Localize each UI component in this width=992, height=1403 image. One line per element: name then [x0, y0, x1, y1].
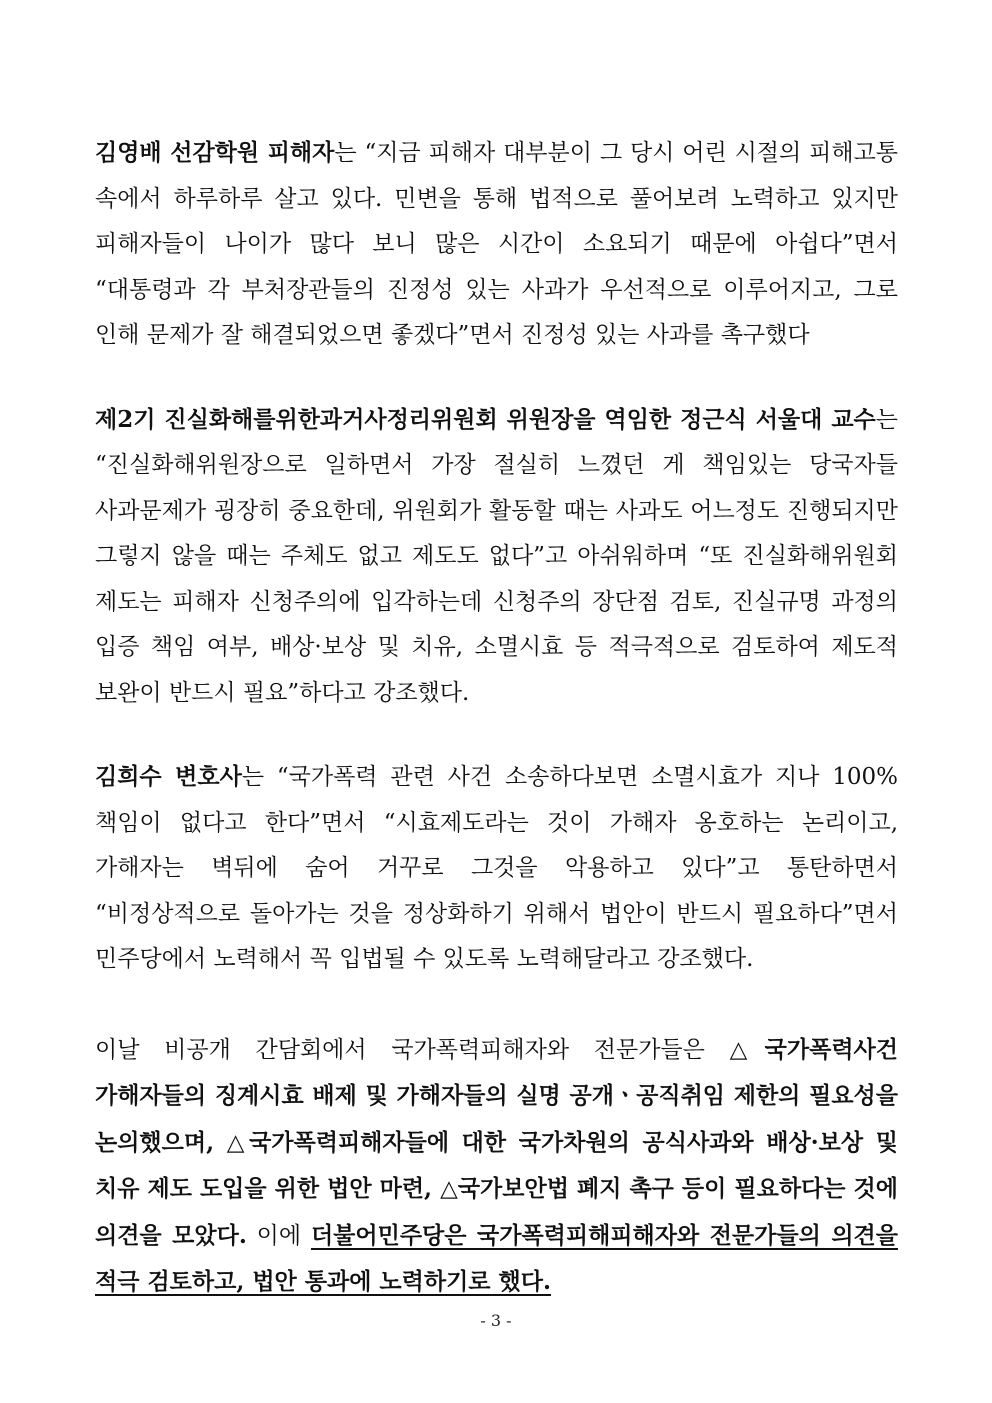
paragraph-text: 는 “국가폭력 관련 사건 소송하다보면 소멸시효가 지나 100% 책임이 없다고 한다”면서 “시효제도라는 것이 가해자 옹호하는 논리이고, 가해자는 벽뒤에 숨어 거꾸로 그것을 악용하고 있다”고 통탄하면서 “비정상적으로 돌아가는 것을 정상화하기 위해서 법안이 반드시 필요하다”면서 민주당에서 노력해서 꼭 입법될 수 있도록 노력해달라고 강조했다.: [95, 764, 898, 972]
paragraph-jung-geunsik: [95, 397, 898, 717]
paragraph-text: 는 “지금 피해자 대부분이 그 당시 어린 시절의 피해고통 속에서 하루하루 살고 있다. 민변을 통해 법적으로 풀어보려 노력하고 있지만 피해자들이 나이가 많다 보니 많은 시간이 소요되기 때문에 아쉽다”면서 “대통령과 각 부처장관들의 진정성 있는 사과가 우선적으로 이루어지고, 그로 인해 문제가 잘 해결되었으면 좋겠다”면서 진정성 있는 사과를 촉구했다: [95, 140, 899, 348]
paragraph-summary: [95, 1027, 898, 1306]
summary-conclusion: 더불어민주당은 국가폭력피해피해자와 전문가들의 의견을 적극 검토하고, 법안 통과에 노력하기로 했다.: [95, 1221, 898, 1295]
speaker-name: 김영배 선감학원 피해자: [95, 139, 335, 166]
summary-connector: 이에: [246, 1222, 311, 1249]
summary-intro: 이날 비공개 간담회에서 국가폭력피해자와 전문가들은: [95, 1036, 730, 1063]
summary-key-points: △국가폭력사건 가해자들의 징계시효 배제 및 가해자들의 실명 공개ㆍ공직취임 제한의 필요성을 논의했으며, △국가폭력피해자들에 대한 국가차원의 공식사과와 배상·보상 및 치유 제도 도입을 위한 법안 마련, △국가보안법 폐지 촉구 등이 필요하다는 것에 의견을 모았다.: [95, 1035, 898, 1249]
speaker-name: 제2기 진실화해를위한과거사정리위원회 위원장을 역임한 정근식 서울대 교수: [95, 405, 876, 433]
speaker-name: 김희수 변호사: [95, 763, 242, 790]
document-body: [95, 130, 898, 1306]
paragraph-kim-heesu: [95, 754, 898, 983]
paragraph-text: 는 “진실화해위원장으로 일하면서 가장 절실히 느꼈던 게 책임있는 당국자들 사과문제가 굉장히 중요한데, 위원회가 활동할 때는 사과도 어느정도 진행되지만 그렇지 않을 때는 주체도 없고 제도도 없다”고 아쉬워하며 “또 진실화해위원회 제도는 피해자 신청주의에 입각하는데 신청주의 장단점 검토, 진실규명 과정의 입증 책임 여부, 배상·보상 및 치유, 소멸시효 등 적극적으로 검토하여 제도적 보완이 반드시 필요”하다고 강조했다.: [95, 406, 898, 706]
page-number: - 3 -: [480, 1311, 512, 1330]
paragraph-kim-youngbae: [95, 130, 898, 359]
